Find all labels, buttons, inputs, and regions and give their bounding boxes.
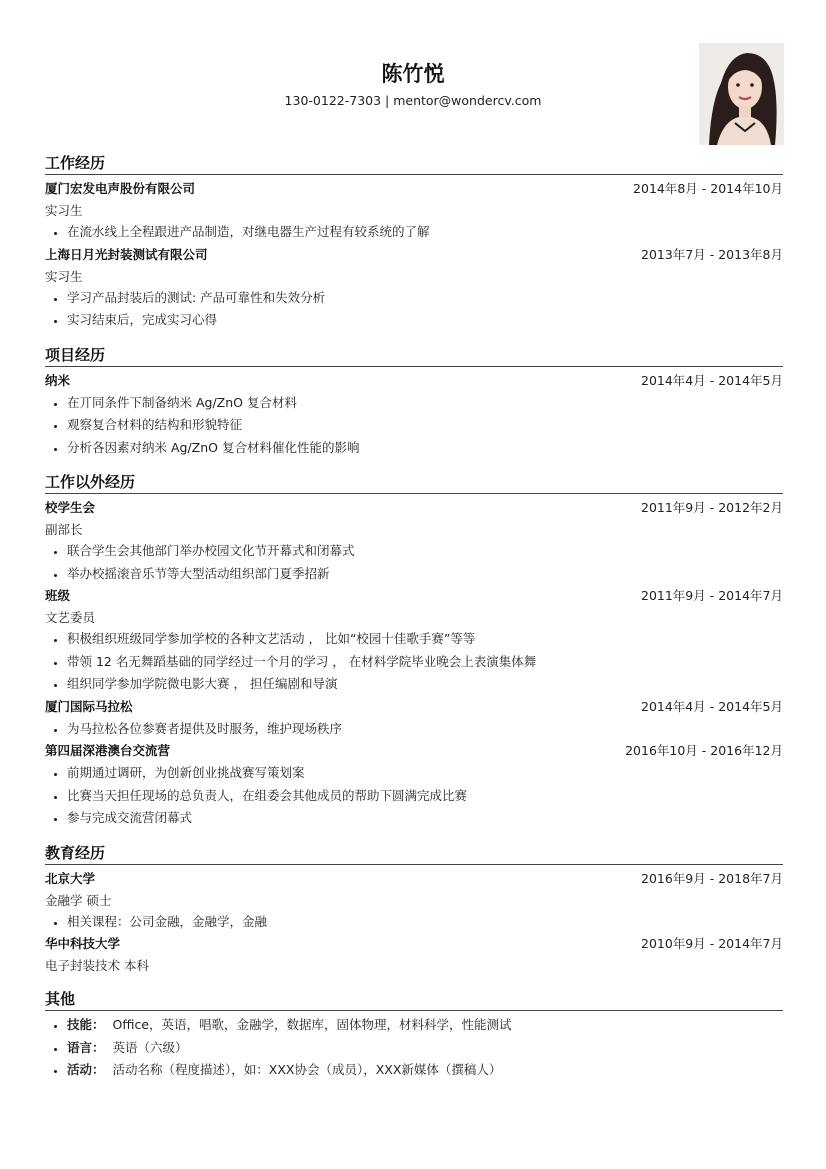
- bullet-item: • 带领 12 名无舞蹈基础的同学经过一个月的学习 ， 在材料学院毕业晚会上表演集体舞: [67, 651, 783, 674]
- bullet-list: [45, 392, 783, 460]
- date-range: 2013年7月 - 2013年8月: [641, 246, 783, 262]
- date-range: 2014年8月 - 2014年10月: [633, 181, 783, 196]
- section-title: 工作经历: [45, 153, 783, 175]
- bullet-item: • 在丌同条件下制备纳米 Ag/ZnO 复合材料: [67, 392, 783, 415]
- degree: 金融学 硕士: [45, 892, 112, 908]
- org-name: 校学生会: [45, 500, 96, 515]
- date-range: 2014年4月 - 2014年5月: [641, 372, 783, 388]
- resume-header: [0, 0, 826, 150]
- school-name: 华中科技大学: [45, 936, 121, 951]
- work-entry: [45, 178, 783, 244]
- date-range: 2010年9月 - 2014年7月: [641, 936, 783, 951]
- bullet-list: [45, 540, 783, 585]
- section-title: 教育经历: [45, 843, 783, 865]
- portrait-image: [699, 43, 784, 145]
- bullet-list: [45, 628, 783, 696]
- extra-entry: [45, 585, 783, 696]
- bullet-item: • 相关课程：公司金融，金融学，金融: [67, 911, 783, 934]
- item-text: 英语（六级）: [112, 1039, 188, 1055]
- education-entry: [45, 868, 783, 934]
- item-label: 技能：: [67, 1017, 105, 1032]
- extra-entry: [45, 696, 783, 741]
- work-entry: [45, 244, 783, 332]
- resume-body: [45, 153, 783, 1082]
- bullet-item: • 为马拉松各位参赛者提供及时服务，维护现场秩序: [67, 718, 783, 741]
- item-text: Office，英语，唱歌，金融学，数据库，固体物理，材料科学，性能测试: [112, 1017, 512, 1032]
- activity-item: [67, 1059, 783, 1082]
- bullet-list: [45, 718, 783, 741]
- skills-item: [67, 1014, 783, 1037]
- date-range: 2011年9月 - 2012年2月: [641, 500, 783, 515]
- section-education: [45, 843, 783, 977]
- language-item: [67, 1037, 783, 1060]
- date-range: 2016年9月 - 2018年7月: [641, 870, 783, 886]
- section-project: [45, 345, 783, 460]
- bullet-list: [45, 1014, 783, 1082]
- org-name: 厦门国际马拉松: [45, 698, 133, 714]
- extra-entry: [45, 740, 783, 830]
- contact-info: 130-0122-7303 | mentor@wondercv.com: [284, 93, 542, 108]
- bullet-item: • 比赛当天担任现场的总负责人，在组委会其他成员的帮助下圆满完成比赛: [67, 785, 783, 808]
- role: 文艺委员: [45, 610, 96, 625]
- section-work: [45, 153, 783, 332]
- company-name: 厦门宏发电声股份有限公司: [45, 181, 196, 196]
- item-text: 活动名称（程度描述），如：XXX协会（成员），XXX新媒体（撰稿人）: [112, 1062, 502, 1077]
- date-range: 2011年9月 - 2014年7月: [641, 588, 783, 603]
- role: 实习生: [45, 203, 83, 218]
- bullet-list: [45, 762, 783, 830]
- project-name: 纳米: [45, 372, 71, 388]
- candidate-name: 陈竹悦: [381, 62, 445, 86]
- section-title: 项目经历: [45, 345, 783, 367]
- date-range: 2016年10月 - 2016年12月: [625, 743, 783, 758]
- bullet-item: • 学习产品封装后的测试: 产品可靠性和失效分析: [67, 287, 783, 310]
- education-entry: [45, 933, 783, 976]
- bullet-list: [45, 221, 783, 244]
- bullet-item: • 前期通过调研，为创新创业挑战赛写策划案: [67, 762, 783, 785]
- bullet-item: • 联合学生会其他部门举办校园文化节开幕式和闭幕式: [67, 540, 783, 563]
- role: 副部长: [45, 522, 83, 537]
- section-extra: [45, 472, 783, 830]
- bullet-item: • 参与完成交流营闭幕式: [67, 807, 783, 830]
- degree: 电子封装技术 本科: [45, 958, 149, 973]
- bullet-list: [45, 911, 783, 934]
- role: 实习生: [45, 268, 83, 284]
- section-title: 工作以外经历: [45, 472, 783, 494]
- bullet-item: • 积极组织班级同学参加学校的各种文艺活动 ， 比如“校园十佳歌手赛”等等: [67, 628, 783, 651]
- bullet-item: • 组织同学参加学院微电影大赛 ， 担任编剧和导演: [67, 673, 783, 696]
- org-name: 班级: [45, 588, 71, 603]
- item-label: 活动：: [67, 1062, 105, 1077]
- school-name: 北京大学: [45, 870, 96, 886]
- bullet-item: • 观察复合材料的结构和形貌特征: [67, 414, 783, 437]
- bullet-item: • 分析各因素对纳米 Ag/ZnO 复合材料催化性能的影响: [67, 437, 783, 460]
- company-name: 上海日月光封装测试有限公司: [45, 246, 208, 262]
- profile-photo: [699, 43, 784, 145]
- project-entry: [45, 370, 783, 460]
- section-other: [45, 989, 783, 1082]
- org-name: 第四届深港澳台交流营: [45, 743, 171, 758]
- date-range: 2014年4月 - 2014年5月: [641, 698, 783, 714]
- item-label: 语言：: [67, 1039, 105, 1055]
- bullet-item: • 在流水线上全程跟进产品制造，对继电器生产过程有较系统的了解: [67, 221, 783, 244]
- bullet-item: • 举办校摇滚音乐节等大型活动组织部门夏季招新: [67, 563, 783, 586]
- section-title: 其他: [45, 989, 783, 1011]
- bullet-item: • 实习结束后，完成实习心得: [67, 309, 783, 332]
- bullet-list: [45, 287, 783, 332]
- extra-entry: [45, 497, 783, 585]
